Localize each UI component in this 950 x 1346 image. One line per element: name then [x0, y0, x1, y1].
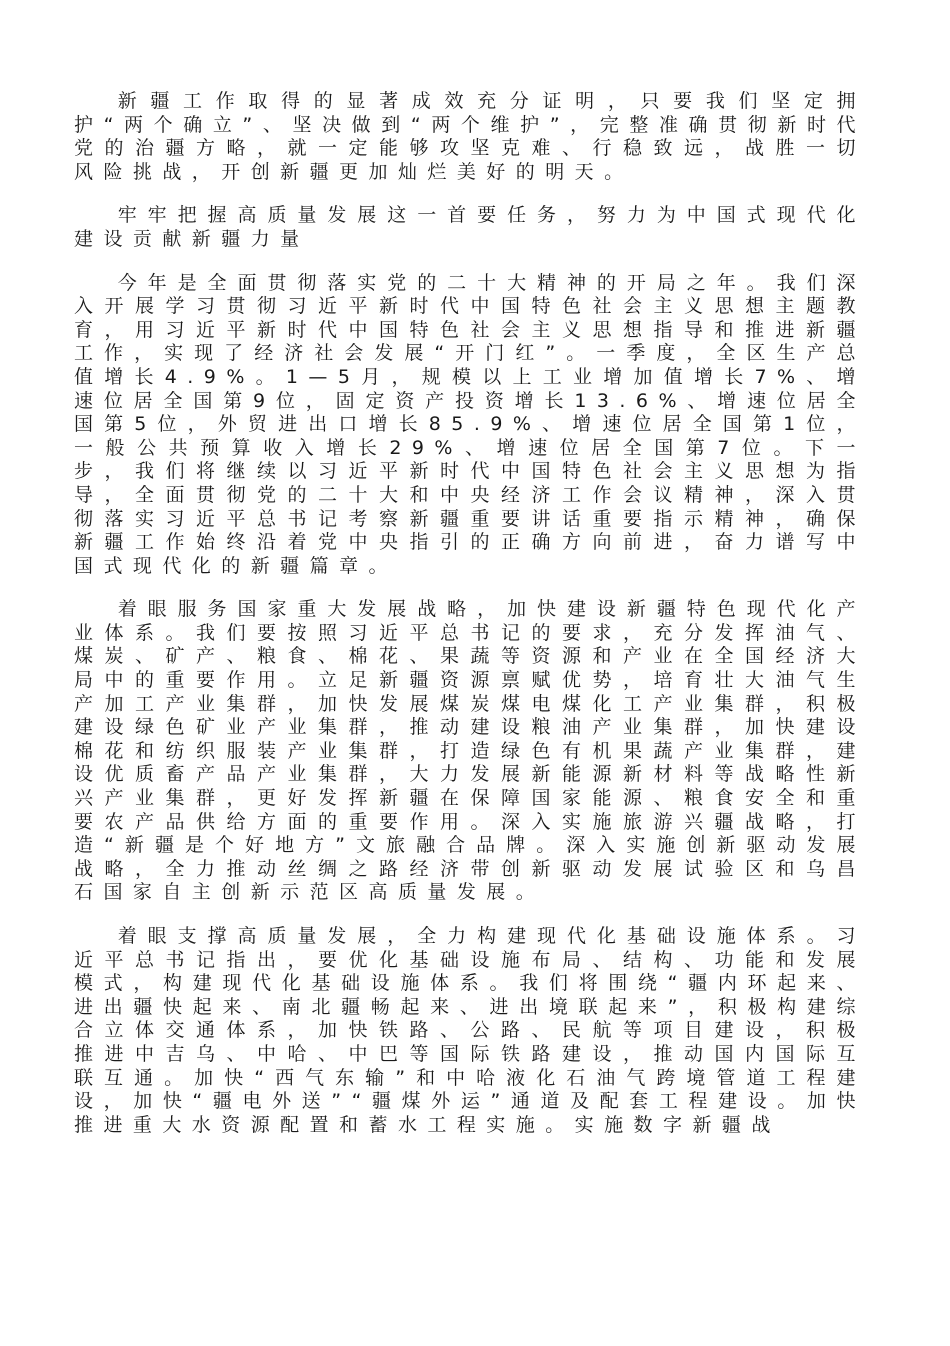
paragraph-industrial-system: 着眼服务国家重大发展战略，加快建设新疆特色现代化产业体系。我们要按照习近平总书记的要求，充分发挥油气、煤炭、矿产、粮食、棉花、果蔬等资源和产业在全国经济大局中的重要作用。立足新疆资源禀赋优势，培育壮大油气生产加工产业集群，加快发展煤炭煤电煤化工产业集群，积极建设绿色矿业产业集群，推动建设粮油产业集群，加快建设棉花和纺织服装产业集群，打造绿色有机果蔬产业集群，建设优质畜产品产业集群，大力发展新能源新材料等战略性新兴产业集群，更好发挥新疆在保障国家能源、粮食安全和重要农产品供给方面的重要作用。深入实施旅游兴疆战略，打造“新疆是个好地方”文旅融合品牌。深入实施创新驱动发展战略，全力推动丝绸之路经济带创新驱动发展试验区和乌昌石国家自主创新示范区高质量发展。 — [74, 598, 866, 904]
paragraph-infrastructure: 着眼支撑高质量发展，全力构建现代化基础设施体系。习近平总书记指出，要优化基础设施布局、结构、功能和发展模式，构建现代化基础设施体系。我们将围绕“疆内环起来、进出疆快起来、南北疆畅起来、进出境联起来”，积极构建综合立体交通体系，加快铁路、公路、民航等项目建设，积极推进中吉乌、中哈、中巴等国际铁路建设，推动国内国际互联互通。加快“西气东输”和中哈液化石油气跨境管道工程建设，加快“疆电外送”“疆煤外运”通道及配套工程建设。加快推进重大水资源配置和蓄水工程实施。实施数字新疆战 — [74, 925, 866, 1136]
section-heading-high-quality-development: 牢牢把握高质量发展这一首要任务，努力为中国式现代化建设贡献新疆力量 — [74, 204, 866, 250]
paragraph-achievements: 新疆工作取得的显著成效充分证明，只要我们坚定拥护“两个确立”、坚决做到“两个维护”，完整准确贯彻新时代党的治疆方略，就一定能够攻坚克难、行稳致远，战胜一切风险挑战，开创新疆更加灿烂美好的明天。 — [74, 90, 866, 183]
paragraph-economic-performance: 今年是全面贯彻落实党的二十大精神的开局之年。我们深入开展学习贯彻习近平新时代中国特色社会主义思想主题教育，用习近平新时代中国特色社会主义思想指导和推进新疆工作，实现了经济社会发展“开门红”。一季度，全区生产总值增长4.9%。1—5月，规模以上工业增加值增长7%、增速位居全国第9位，固定资产投资增长13.6%、增速位居全国第5位，外贸进出口增长85.9%、增速位居全国第1位，一般公共预算收入增长29%、增速位居全国第7位。下一步，我们将继续以习近平新时代中国特色社会主义思想为指导，全面贯彻党的二十大和中央经济工作会议精神，深入贯彻落实习近平总书记考察新疆重要讲话重要指示精神，确保新疆工作始终沿着党中央指引的正确方向前进，奋力谱写中国式现代化的新疆篇章。 — [74, 271, 866, 577]
document-page — [74, 90, 866, 1157]
